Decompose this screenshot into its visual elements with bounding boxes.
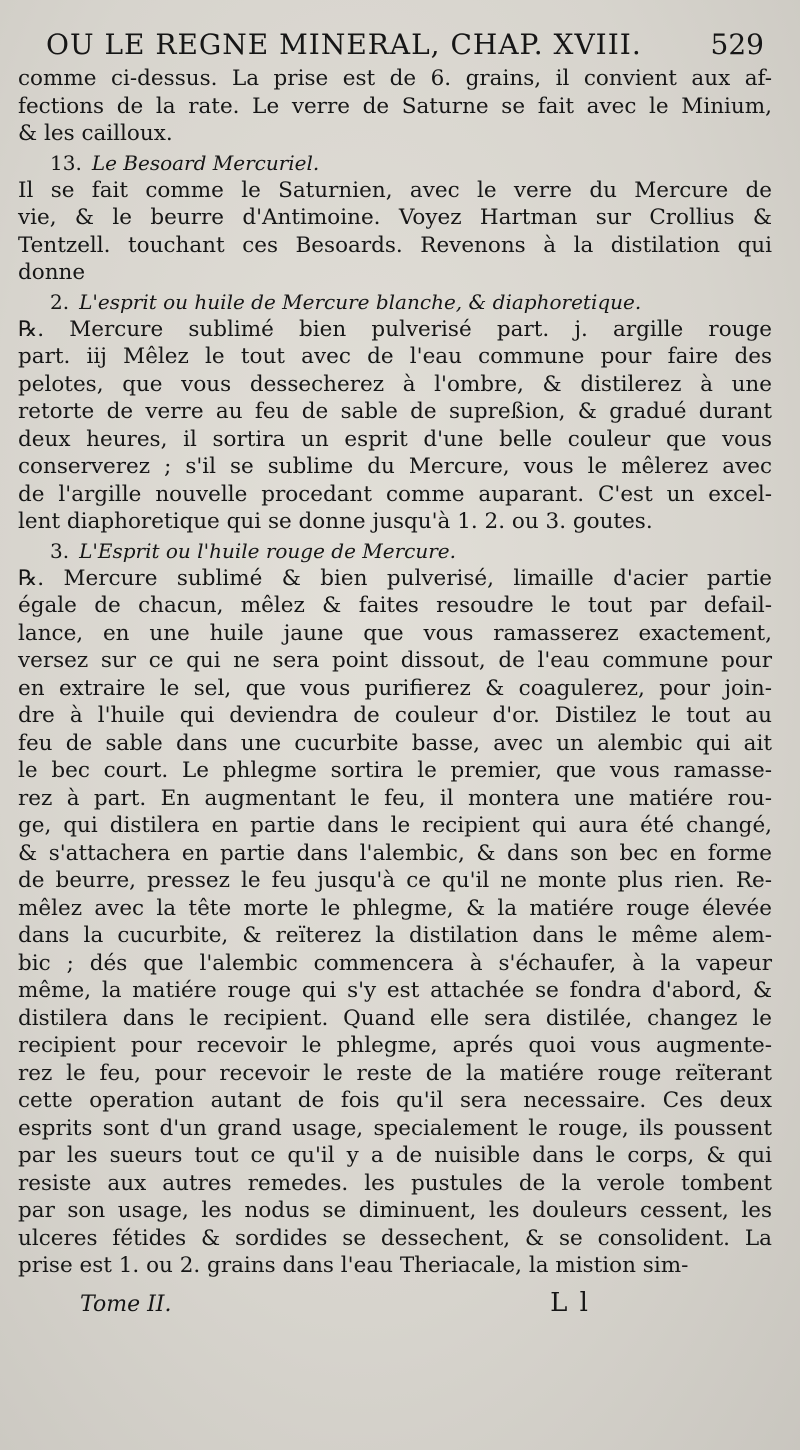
text-line: fections de la rate. Le verre de Saturne se fait avec le Minium,	[18, 93, 772, 119]
text-line: Tentzell. touchant ces Besoards. Revenons à la distilation qui	[18, 232, 772, 258]
section-heading	[50, 538, 772, 565]
text-line: égale de chacun, mêlez & faites resoudre le tout par defail-	[18, 593, 772, 618]
text-line: dans la cucurbite, & reïterez la distilation dans le même alem-	[18, 923, 772, 948]
text-line: comme ci-dessus. La prise est de 6. grains, il convient aux af-	[18, 66, 772, 91]
text-line: ℞. Mercure sublimé bien pulverisé part. j. argille rouge	[18, 316, 772, 342]
text-line: même, la matiére rouge qui s'y est attachée se fondra d'abord, &	[18, 978, 772, 1003]
text-line: resiste aux autres remedes. les pustules de la verole tombent	[18, 1170, 772, 1196]
text-line: lent diaphoretique qui se donne jusqu'à 1. 2. ou 3. goutes.	[18, 509, 653, 534]
text-line: de l'argille nouvelle procedant comme auparant. C'est un excel-	[18, 481, 772, 507]
text-line: esprits sont d'un grand usage, specialement le rouge, ils poussent	[18, 1115, 772, 1141]
section-heading	[50, 150, 772, 177]
text-line: lance, en une huile jaune que vous ramasserez exactement,	[18, 620, 772, 646]
text-line: donne	[18, 260, 86, 285]
text-line: retorte de verre au feu de sable de supreßion, & gradué durant	[18, 399, 772, 424]
text-line: mêlez avec la tête morte le phlegme, & la matiére rouge élevée	[18, 895, 772, 921]
section-title: L'Esprit ou l'huile rouge de Mercure.	[79, 538, 456, 563]
text-line: prise est 1. ou 2. grains dans l'eau Theriacale, la mistion sim-	[18, 1253, 689, 1278]
section-number: 13.	[50, 150, 82, 175]
text-line: ulceres fétides & sordides se dessechent, & se consolident. La	[18, 1225, 772, 1251]
text-line: pelotes, que vous dessecherez à l'ombre, & distilerez à une	[18, 371, 772, 397]
text-line: le bec court. Le phlegme sortira le premier, que vous ramasse-	[18, 758, 772, 783]
text-line: deux heures, il sortira un esprit d'une belle couleur que vous	[18, 426, 772, 452]
text-line: distilera dans le recipient. Quand elle sera distilée, changez le	[18, 1005, 772, 1031]
section-number: 2.	[50, 289, 70, 314]
text-line: ℞. Mercure sublimé & bien pulverisé, limaille d'acier partie	[18, 565, 772, 591]
section-heading	[50, 289, 772, 316]
page-number: 529	[710, 28, 764, 61]
text-line: bic ; dés que l'alembic commencera à s'échaufer, à la vapeur	[18, 950, 772, 976]
running-header	[18, 28, 772, 61]
page-footer	[80, 1288, 590, 1318]
text-line: Il se fait comme le Saturnien, avec le verre du Mercure de	[18, 177, 772, 203]
text-line: part. iij Mêlez le tout avec de l'eau commune pour faire des	[18, 344, 772, 369]
text-line: rez à part. En augmentant le feu, il montera une matiére rou-	[18, 785, 772, 811]
text-line: par les sueurs tout ce qu'il y a de nuisible dans le corps, & qui	[18, 1143, 772, 1168]
section-title: Le Besoard Mercuriel.	[91, 150, 320, 175]
volume-label: Tome II.	[80, 1292, 172, 1317]
text-line: versez sur ce qui ne sera point dissout, de l'eau commune pour	[18, 648, 772, 673]
text-line: conserverez ; s'il se sublime du Mercure, vous le mêlerez avec	[18, 454, 772, 479]
text-line: feu de sable dans une cucurbite basse, avec un alembic qui ait	[18, 730, 772, 756]
signature-mark: L l	[550, 1288, 590, 1318]
text-line: ge, qui distilera en partie dans le recipient qui aura été changé,	[18, 813, 772, 838]
text-line: rez le feu, pour recevoir le reste de la matiére rouge reïterant	[18, 1060, 772, 1086]
text-line: cette operation autant de fois qu'il sera necessaire. Ces deux	[18, 1088, 772, 1113]
text-line: vie, & le beurre d'Antimoine. Voyez Hartman sur Crollius &	[18, 205, 772, 230]
text-line: par son usage, les nodus se diminuent, les douleurs cessent, les	[18, 1198, 772, 1223]
text-line: & les cailloux.	[18, 121, 173, 146]
text-line: & s'attachera en partie dans l'alembic, & dans son bec en forme	[18, 840, 772, 866]
text-line: de beurre, pressez le feu jusqu'à ce qu'il ne monte plus rien. Re-	[18, 868, 772, 893]
chapter-title: OU LE REGNE MINERAL, CHAP. XVIII.	[46, 28, 642, 61]
section-title: L'esprit ou huile de Mercure blanche, & diaphoretique.	[79, 289, 642, 314]
section-number: 3.	[50, 538, 70, 563]
text-line: dre à l'huile qui deviendra de couleur d'or. Distilez le tout au	[18, 703, 772, 728]
page-body	[18, 65, 772, 1280]
text-line: recipient pour recevoir le phlegme, aprés quoi vous augmente-	[18, 1033, 772, 1058]
text-line: en extraire le sel, que vous purifierez & coagulerez, pour join-	[18, 675, 772, 701]
